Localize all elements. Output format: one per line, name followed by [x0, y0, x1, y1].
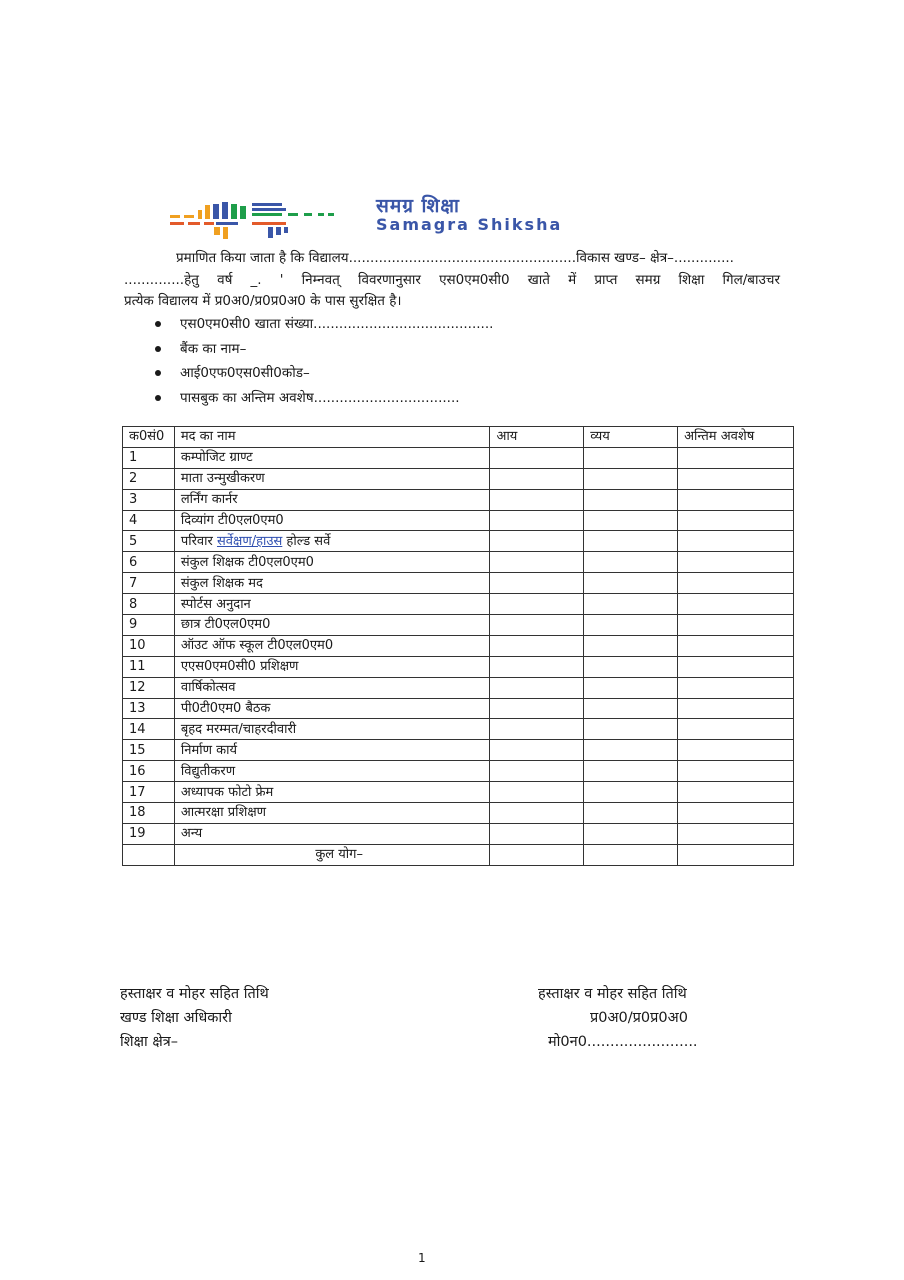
- serial-no: 14: [123, 719, 175, 740]
- table-row: [123, 594, 794, 615]
- item-name-underlined-part: सर्वेक्षण/हाउस: [216, 533, 283, 549]
- page-number: 1: [418, 1251, 426, 1265]
- serial-no: 7: [123, 573, 175, 594]
- item-name-part: परिवार: [180, 533, 217, 549]
- serial-no: 8: [123, 594, 175, 615]
- income-cell: [490, 761, 584, 782]
- table-row: [123, 803, 794, 824]
- serial-no: 13: [123, 698, 175, 719]
- item-name: एएस0एम0सी0 प्रशिक्षण: [174, 656, 490, 677]
- serial-no: 19: [123, 823, 175, 844]
- table-row: [123, 635, 794, 656]
- expense-cell: [584, 719, 678, 740]
- header-item-name: मद का नाम: [174, 427, 490, 448]
- expense-cell: [584, 782, 678, 803]
- expense-cell: [584, 531, 678, 552]
- balance-cell: [678, 677, 794, 698]
- balance-cell: [678, 615, 794, 636]
- income-cell: [490, 656, 584, 677]
- item-name: स्पोर्टस अनुदान: [174, 594, 490, 615]
- serial-no: 1: [123, 447, 175, 468]
- signature-line-1: हस्ताक्षर व मोहर सहित तिथि: [538, 986, 687, 1002]
- table-row: [123, 782, 794, 803]
- logo-mark-icon: [168, 196, 368, 242]
- table-row: [123, 531, 794, 552]
- balance-cell: [678, 489, 794, 510]
- list-item-passbook-balance: पासबुक का अन्तिम अवशेष..................................: [152, 386, 493, 411]
- income-cell: [490, 468, 584, 489]
- expense-cell: [584, 468, 678, 489]
- table-header-row: [123, 427, 794, 448]
- total-serial-blank: [123, 844, 175, 865]
- income-cell: [490, 740, 584, 761]
- expense-cell: [584, 677, 678, 698]
- balance-cell: [678, 823, 794, 844]
- expense-cell: [584, 635, 678, 656]
- signature-line-2: प्र0अ0/प्र0प्र0अ0: [590, 1010, 688, 1026]
- balance-cell: [678, 635, 794, 656]
- expense-cell: [584, 615, 678, 636]
- table-row: [123, 468, 794, 489]
- serial-no: 10: [123, 635, 175, 656]
- table-row: [123, 489, 794, 510]
- list-item-account-number: एस0एम0सी0 खाता संख्या..........................................: [152, 312, 493, 337]
- intro-line-3: प्रत्येक विद्यालय में प्र0अ0/प्र0प्र0अ0 के पास सुरक्षित है।: [124, 293, 402, 309]
- table-row: [123, 698, 794, 719]
- table-row: [123, 761, 794, 782]
- item-name: [174, 531, 490, 552]
- total-expense-cell: [584, 844, 678, 865]
- intro-line-1: प्रमाणित किया जाता है कि विद्यालय.....................................................विकास खण्ड– क्षेत्र–..............: [176, 250, 734, 266]
- balance-cell: [678, 531, 794, 552]
- table-row: [123, 510, 794, 531]
- balance-cell: [678, 740, 794, 761]
- expense-cell: [584, 823, 678, 844]
- item-name: ऑउट ऑफ स्कूल टी0एल0एम0: [174, 635, 490, 656]
- expense-cell: [584, 698, 678, 719]
- table-row: [123, 677, 794, 698]
- table-row: [123, 447, 794, 468]
- item-name: छात्र टी0एल0एम0: [174, 615, 490, 636]
- income-cell: [490, 677, 584, 698]
- serial-no: 6: [123, 552, 175, 573]
- serial-no: 17: [123, 782, 175, 803]
- signature-line-2: खण्ड शिक्षा अधिकारी: [120, 1010, 232, 1026]
- balance-cell: [678, 573, 794, 594]
- logo-english-text: Samagra Shiksha: [376, 215, 563, 234]
- intro-line-2: ..............हेतु वर्ष _. ' निम्नवत् विवरणानुसार एस0एम0सी0 खाते में प्राप्त समग्र शिक्षा गिल/बाउचर: [124, 272, 780, 288]
- income-cell: [490, 635, 584, 656]
- expense-cell: [584, 594, 678, 615]
- total-label: कुल योग–: [174, 844, 490, 865]
- table-row: [123, 740, 794, 761]
- balance-cell: [678, 447, 794, 468]
- income-cell: [490, 552, 584, 573]
- balance-cell: [678, 552, 794, 573]
- income-cell: [490, 489, 584, 510]
- serial-no: 9: [123, 615, 175, 636]
- table-total-row: [123, 844, 794, 865]
- income-cell: [490, 447, 584, 468]
- expense-cell: [584, 552, 678, 573]
- serial-no: 4: [123, 510, 175, 531]
- list-item-ifsc-code: आई0एफ0एस0सी0कोड–: [152, 361, 493, 386]
- total-income-cell: [490, 844, 584, 865]
- serial-no: 3: [123, 489, 175, 510]
- serial-no: 12: [123, 677, 175, 698]
- serial-no: 16: [123, 761, 175, 782]
- header-expense: व्यय: [584, 427, 678, 448]
- table-row: [123, 552, 794, 573]
- table-row: [123, 656, 794, 677]
- table-row: [123, 573, 794, 594]
- item-name: अन्य: [174, 823, 490, 844]
- expense-cell: [584, 803, 678, 824]
- expense-cell: [584, 489, 678, 510]
- income-cell: [490, 782, 584, 803]
- balance-cell: [678, 698, 794, 719]
- item-name: दिव्यांग टी0एल0एम0: [174, 510, 490, 531]
- table-row: [123, 615, 794, 636]
- serial-no: 18: [123, 803, 175, 824]
- signature-block-head-teacher: [538, 982, 698, 1054]
- samagra-shiksha-logo: [168, 196, 728, 242]
- item-name: विद्युतीकरण: [174, 761, 490, 782]
- income-cell: [490, 531, 584, 552]
- serial-no: 11: [123, 656, 175, 677]
- item-name: वार्षिकोत्सव: [174, 677, 490, 698]
- income-cell: [490, 803, 584, 824]
- expense-cell: [584, 573, 678, 594]
- balance-cell: [678, 468, 794, 489]
- account-details-list: [152, 312, 493, 410]
- income-cell: [490, 573, 584, 594]
- serial-no: 2: [123, 468, 175, 489]
- item-name: कम्पोजिट ग्राण्ट: [174, 447, 490, 468]
- item-name-part: होल्ड सर्वे: [282, 533, 331, 549]
- income-cell: [490, 594, 584, 615]
- item-name: आत्मरक्षा प्रशिक्षण: [174, 803, 490, 824]
- table-row: [123, 719, 794, 740]
- serial-no: 5: [123, 531, 175, 552]
- signature-block-block-education-officer: [120, 982, 269, 1054]
- balance-cell: [678, 719, 794, 740]
- income-cell: [490, 719, 584, 740]
- header-income: आय: [490, 427, 584, 448]
- income-cell: [490, 615, 584, 636]
- total-balance-cell: [678, 844, 794, 865]
- logo-hindi-text: समग्र शिक्षा: [376, 195, 460, 217]
- signature-line-1: हस्ताक्षर व मोहर सहित तिथि: [120, 986, 269, 1002]
- item-name: लर्निंग कार्नर: [174, 489, 490, 510]
- item-name: बृहद मरम्मत/चाहरदीवारी: [174, 719, 490, 740]
- serial-no: 15: [123, 740, 175, 761]
- item-name: संकुल शिक्षक मद: [174, 573, 490, 594]
- item-name: निर्माण कार्य: [174, 740, 490, 761]
- item-name: माता उन्मुखीकरण: [174, 468, 490, 489]
- list-item-bank-name: बैंक का नाम–: [152, 337, 493, 362]
- income-cell: [490, 698, 584, 719]
- item-name: संकुल शिक्षक टी0एल0एम0: [174, 552, 490, 573]
- expense-cell: [584, 656, 678, 677]
- expense-table: [122, 426, 794, 866]
- header-final-balance: अन्तिम अवशेष: [678, 427, 794, 448]
- income-cell: [490, 823, 584, 844]
- balance-cell: [678, 803, 794, 824]
- signature-line-3: मो0न0........................: [548, 1034, 698, 1050]
- item-name: पी0टी0एम0 बैठक: [174, 698, 490, 719]
- expense-cell: [584, 510, 678, 531]
- expense-cell: [584, 447, 678, 468]
- balance-cell: [678, 656, 794, 677]
- item-name: अध्यापक फोटो फ्रेम: [174, 782, 490, 803]
- income-cell: [490, 510, 584, 531]
- table-row: [123, 823, 794, 844]
- balance-cell: [678, 761, 794, 782]
- balance-cell: [678, 782, 794, 803]
- balance-cell: [678, 510, 794, 531]
- expense-cell: [584, 740, 678, 761]
- expense-cell: [584, 761, 678, 782]
- header-serial-no: क0सं0: [123, 427, 175, 448]
- balance-cell: [678, 594, 794, 615]
- signature-line-3: शिक्षा क्षेत्र–: [120, 1034, 179, 1050]
